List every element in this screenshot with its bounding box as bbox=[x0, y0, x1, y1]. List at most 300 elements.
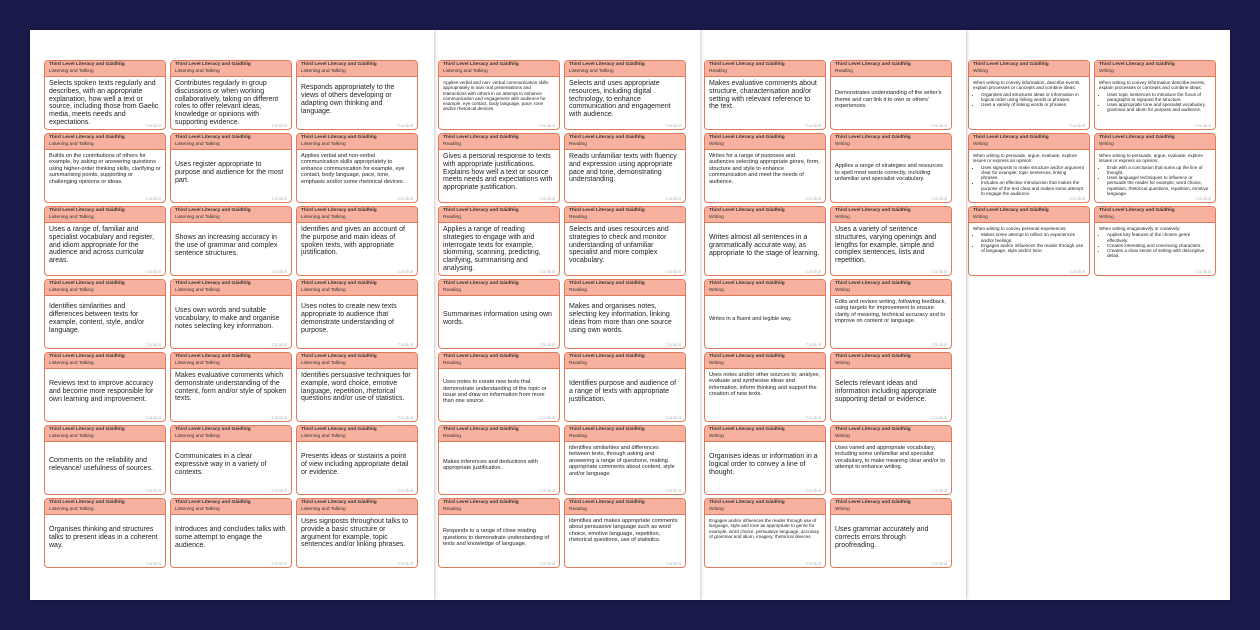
card-strand: Reading bbox=[569, 287, 587, 293]
card-body bbox=[171, 223, 291, 266]
brand-footer: Conduit bbox=[805, 561, 821, 566]
card-bullets bbox=[1099, 165, 1211, 197]
card-title: Third Level Literacy and Gàidhlig bbox=[49, 427, 125, 432]
card-header bbox=[831, 353, 951, 369]
card-text: Applies a range of reading strategies to engage with and interrogate texts for example, skimming, scanning, predicting, clarifying, summarising and analysing. bbox=[443, 226, 541, 272]
card-text: Makes and organises notes, selecting key information, linking ideas from more than one source using own words. bbox=[569, 303, 672, 334]
card-body bbox=[565, 515, 685, 544]
card-bullets bbox=[973, 165, 1085, 197]
brand-footer: Conduit bbox=[539, 415, 555, 420]
card-grid bbox=[438, 60, 686, 568]
card-bullets bbox=[1099, 92, 1211, 113]
card-strand: Reading bbox=[569, 141, 587, 147]
card-text: Selects spoken texts regularly and describes, with an appropriate explanation, how well a text or source, including those from Gaelic media, meets needs and expectations. bbox=[49, 80, 159, 126]
card-text: Organises thinking and structures talks to present ideas in a coherent way. bbox=[49, 526, 158, 549]
brand-footer: Conduit bbox=[539, 488, 555, 493]
card-bullet: • Includes an effective introduction that makes the purpose of the text clear and makes some attempt to engage the audience. bbox=[981, 180, 1085, 196]
brand-footer: Conduit bbox=[805, 415, 821, 420]
card-strand: Writing bbox=[835, 506, 850, 512]
card-header bbox=[297, 426, 417, 442]
brand-footer: Conduit bbox=[271, 415, 287, 420]
brand-footer: Conduit bbox=[805, 342, 821, 347]
card-title: Third Level Literacy and Gàidhlig bbox=[973, 208, 1049, 213]
card-header bbox=[831, 426, 951, 442]
card-title: Third Level Literacy and Gàidhlig bbox=[709, 500, 785, 505]
card-bullet: • Uses signposts to make structure and/or argument clear for example: topic sentences, linking phrases. bbox=[981, 165, 1085, 181]
card-strand: Reading bbox=[443, 506, 461, 512]
assessment-card bbox=[830, 498, 952, 568]
card-strand: Listening and Talking bbox=[443, 68, 488, 74]
card-title: Third Level Literacy and Gàidhlig bbox=[1099, 208, 1175, 213]
brand-footer: Conduit bbox=[665, 342, 681, 347]
card-body bbox=[171, 150, 291, 193]
card-text: Identifies persuasive techniques for example, word choice, emotive language, repetition, rhetorical questions and/or use of statistics. bbox=[301, 372, 411, 403]
assessment-card bbox=[968, 133, 1090, 203]
card-header bbox=[171, 207, 291, 223]
assessment-card bbox=[564, 425, 686, 495]
card-text: Responds to a range of close reading questions to demonstrate understanding of texts and knowledge of language. bbox=[443, 528, 550, 548]
card-bullet: • Uses language/ techniques to influence or persuade the reader for example, word choice, repetition, rhetorical questions, repetition, emotive language. bbox=[1107, 175, 1211, 196]
card-title: Third Level Literacy and Gàidhlig bbox=[1099, 135, 1175, 140]
card-title: Third Level Literacy and Gàidhlig bbox=[835, 281, 911, 286]
card-text: Applies verbal and non- verbal communication skills appropriately in own oral presentations and interactions with others in an attempt to enhance communication and engagement with audience for example, eye contact, body language, pace, tone and/or rhetorical devices. bbox=[443, 80, 549, 112]
brand-footer: Conduit bbox=[145, 342, 161, 347]
card-title: Third Level Literacy and Gàidhlig bbox=[709, 354, 785, 359]
brand-footer: Conduit bbox=[271, 488, 287, 493]
brand-footer: Conduit bbox=[665, 488, 681, 493]
card-text: Uses grammar accurately and corrects errors through proofreading. bbox=[835, 526, 929, 549]
card-text: Demonstrates understanding of the writer's theme and can link it to own or others' experiences. bbox=[835, 90, 942, 110]
assessment-card bbox=[44, 425, 166, 495]
card-strand: Writing bbox=[835, 360, 850, 366]
card-header bbox=[705, 426, 825, 442]
card-header bbox=[565, 134, 685, 150]
card-body bbox=[705, 515, 825, 539]
card-title: Third Level Literacy and Gàidhlig bbox=[49, 500, 125, 505]
card-title: Third Level Literacy and Gàidhlig bbox=[835, 500, 911, 505]
brand-footer: Conduit bbox=[397, 196, 413, 201]
card-body bbox=[171, 77, 291, 127]
card-title: Third Level Literacy and Gàidhlig bbox=[443, 62, 519, 67]
assessment-card bbox=[170, 133, 292, 203]
card-header bbox=[45, 499, 165, 515]
card-body bbox=[831, 296, 951, 325]
card-strand: Listening and Talking bbox=[49, 506, 94, 512]
card-header bbox=[171, 426, 291, 442]
card-text: When writing to persuade, argue, evaluate, explore issues or express an opinion: bbox=[973, 153, 1077, 164]
assessment-card bbox=[44, 352, 166, 422]
brand-footer: Conduit bbox=[1195, 123, 1211, 128]
card-body bbox=[45, 296, 165, 339]
card-text: Applies a range of strategies and resources to spell most words correctly, including unfamiliar and specialist vocabulary. bbox=[835, 163, 943, 183]
card-header bbox=[705, 207, 825, 223]
card-strand: Listening and Talking bbox=[301, 506, 346, 512]
brand-footer: Conduit bbox=[665, 415, 681, 420]
card-header bbox=[171, 499, 291, 515]
assessment-card bbox=[830, 133, 952, 203]
card-title: Third Level Literacy and Gàidhlig bbox=[569, 281, 645, 286]
assessment-card bbox=[170, 498, 292, 568]
card-body bbox=[171, 369, 291, 403]
card-header bbox=[831, 61, 951, 77]
brand-footer: Conduit bbox=[805, 196, 821, 201]
card-text: Reads unfamiliar texts with fluency and expression using appropriate pace and tone, demonstrating understanding. bbox=[569, 153, 677, 184]
card-title: Third Level Literacy and Gàidhlig bbox=[49, 281, 125, 286]
brand-footer: Conduit bbox=[397, 415, 413, 420]
card-header bbox=[565, 207, 685, 223]
card-text: Applies verbal and non-verbal communication skills appropriately to enhance communication for example, eye contact, body language, pace, tone, emphasis and/or some rhetorical devices. bbox=[301, 153, 405, 185]
assessment-card bbox=[170, 206, 292, 276]
assessment-card bbox=[564, 498, 686, 568]
card-body bbox=[45, 150, 165, 185]
card-body bbox=[171, 296, 291, 339]
card-title: Third Level Literacy and Gàidhlig bbox=[835, 135, 911, 140]
card-title: Third Level Literacy and Gàidhlig bbox=[49, 135, 125, 140]
card-strand: Listening and Talking bbox=[49, 433, 94, 439]
card-body bbox=[969, 223, 1089, 253]
card-strand: Reading bbox=[443, 214, 461, 220]
brand-footer: Conduit bbox=[397, 123, 413, 128]
card-strand: Listening and Talking bbox=[49, 68, 94, 74]
assessment-card bbox=[438, 133, 560, 203]
assessment-card bbox=[296, 279, 418, 349]
brand-footer: Conduit bbox=[931, 342, 947, 347]
card-text: Makes inferences and deductions with appropriate justification. bbox=[443, 458, 538, 471]
assessment-card bbox=[564, 60, 686, 130]
card-strand: Writing bbox=[973, 214, 988, 220]
card-header bbox=[1095, 207, 1215, 223]
card-title: Third Level Literacy and Gàidhlig bbox=[175, 427, 251, 432]
brand-footer: Conduit bbox=[931, 561, 947, 566]
card-header bbox=[171, 134, 291, 150]
card-body bbox=[439, 223, 559, 273]
card-header bbox=[831, 499, 951, 515]
card-text: Engages and/or influences the reader through use of language, style and tone as appropriate to genre for example, word choice, persuasive language, accuracy of grammar and idiom, imagery, rhetorical devices. bbox=[709, 518, 820, 539]
card-body bbox=[705, 442, 825, 485]
card-body bbox=[45, 223, 165, 265]
card-body bbox=[297, 223, 417, 257]
card-strand: Writing bbox=[1099, 141, 1114, 147]
card-text: Uses a range of, familiar and specialist vocabulary and register, and idiom appropriate for the audience and across curricular areas. bbox=[49, 226, 155, 265]
card-bullet: • Creates interesting and convincing characters. bbox=[1107, 243, 1211, 248]
assessment-card bbox=[1094, 133, 1216, 203]
card-body bbox=[565, 442, 685, 477]
assessment-card bbox=[296, 60, 418, 130]
card-title: Third Level Literacy and Gàidhlig bbox=[443, 208, 519, 213]
brand-footer: Conduit bbox=[271, 196, 287, 201]
card-title: Third Level Literacy and Gàidhlig bbox=[569, 62, 645, 67]
card-header bbox=[439, 280, 559, 296]
card-bullets bbox=[1099, 232, 1211, 258]
card-header bbox=[45, 134, 165, 150]
card-strand: Writing bbox=[973, 68, 988, 74]
card-strand: Writing bbox=[973, 141, 988, 147]
page-1 bbox=[30, 30, 434, 600]
card-strand: Writing bbox=[709, 214, 724, 220]
assessment-card bbox=[704, 425, 826, 495]
card-grid bbox=[968, 60, 1216, 568]
card-body bbox=[705, 296, 825, 339]
card-body bbox=[831, 77, 951, 120]
card-bullet: • Uses appropriate tone and specialist vocabulary, grammar and idiom for purpose and audience. bbox=[1107, 102, 1211, 113]
card-body bbox=[705, 150, 825, 185]
card-header bbox=[439, 499, 559, 515]
assessment-card bbox=[296, 352, 418, 422]
card-text: Comments on the reliability and relevance/ usefulness of sources. bbox=[49, 457, 153, 472]
card-text: Summarises information using own words. bbox=[443, 311, 552, 326]
card-bullet: • Makes some attempt to reflect on experiences and/or feelings. bbox=[981, 232, 1085, 243]
card-text: Reviews text to improve accuracy and become more responsible for own learning and improvement. bbox=[49, 380, 154, 403]
assessment-card bbox=[44, 498, 166, 568]
card-header bbox=[1095, 134, 1215, 150]
card-text: When writing to convey information describe events, explain processes or concepts and combine ideas: bbox=[1099, 80, 1206, 91]
card-title: Third Level Literacy and Gàidhlig bbox=[973, 135, 1049, 140]
card-body bbox=[297, 515, 417, 549]
card-body bbox=[171, 442, 291, 485]
card-strand: Listening and Talking bbox=[49, 214, 94, 220]
card-header bbox=[705, 134, 825, 150]
card-text: Gives a personal response to texts with appropriate justifications. Explains how well a text or source meets needs and expectations with appropriate justification. bbox=[443, 153, 553, 192]
card-strand: Listening and Talking bbox=[569, 68, 614, 74]
card-header bbox=[45, 426, 165, 442]
card-header bbox=[705, 353, 825, 369]
card-header bbox=[297, 499, 417, 515]
brand-footer: Conduit bbox=[397, 342, 413, 347]
card-title: Third Level Literacy and Gàidhlig bbox=[443, 354, 519, 359]
card-text: Identifies similarities and differences between texts for example, content, style, and/or language. bbox=[49, 303, 145, 334]
card-strand: Listening and Talking bbox=[301, 141, 346, 147]
assessment-card bbox=[704, 498, 826, 568]
card-strand: Writing bbox=[835, 433, 850, 439]
card-body bbox=[171, 515, 291, 558]
card-header bbox=[171, 353, 291, 369]
card-bullets bbox=[973, 92, 1085, 108]
brand-footer: Conduit bbox=[1195, 196, 1211, 201]
card-text: Uses notes and/or other sources to; analyse, evaluate and synthesise ideas and information, inform thinking and support the creation of new texts. bbox=[709, 372, 821, 398]
assessment-card bbox=[1094, 206, 1216, 276]
card-title: Third Level Literacy and Gàidhlig bbox=[175, 62, 251, 67]
assessment-card bbox=[830, 60, 952, 130]
assessment-card bbox=[438, 279, 560, 349]
card-title: Third Level Literacy and Gàidhlig bbox=[569, 500, 645, 505]
assessment-card bbox=[968, 60, 1090, 130]
card-header bbox=[831, 134, 951, 150]
card-title: Third Level Literacy and Gàidhlig bbox=[569, 135, 645, 140]
brand-footer: Conduit bbox=[931, 196, 947, 201]
page-3 bbox=[700, 30, 966, 600]
card-title: Third Level Literacy and Gàidhlig bbox=[49, 62, 125, 67]
card-header bbox=[831, 280, 951, 296]
card-title: Third Level Literacy and Gàidhlig bbox=[709, 135, 785, 140]
card-body bbox=[565, 77, 685, 119]
brand-footer: Conduit bbox=[539, 269, 555, 274]
card-text: Makes evaluative comments which demonstrate understanding of the content, form and/or style of spoken texts. bbox=[175, 372, 287, 403]
card-strand: Listening and Talking bbox=[175, 214, 220, 220]
card-text: Communicates in a clear expressive way in a variety of contexts. bbox=[175, 453, 267, 476]
card-strand: Reading bbox=[443, 287, 461, 293]
card-body bbox=[45, 77, 165, 127]
card-body bbox=[705, 77, 825, 111]
card-strand: Writing bbox=[709, 506, 724, 512]
card-title: Third Level Literacy and Gàidhlig bbox=[569, 354, 645, 359]
card-body bbox=[1095, 150, 1215, 196]
brand-footer: Conduit bbox=[271, 269, 287, 274]
card-header bbox=[565, 426, 685, 442]
card-text: Uses notes to create new texts appropriate to audience that demonstrate understanding of purpose. bbox=[301, 303, 397, 334]
card-title: Third Level Literacy and Gàidhlig bbox=[49, 208, 125, 213]
assessment-card bbox=[830, 206, 952, 276]
card-body bbox=[831, 369, 951, 412]
card-bullet: • Creates a clear sense of setting with descriptive detail. bbox=[1107, 248, 1211, 259]
card-title: Third Level Literacy and Gàidhlig bbox=[49, 354, 125, 359]
card-strand: Reading bbox=[569, 433, 587, 439]
brand-footer: Conduit bbox=[271, 561, 287, 566]
card-header bbox=[439, 207, 559, 223]
card-text: Builds on the contributions of others for example, by asking or answering questions using higher-order thinking skills, clarifying or summarising points, supporting or challenging opinions or ideas. bbox=[49, 153, 161, 185]
card-text: Makes evaluative comments about structure, characterisation and/or setting with relevant reference to the text. bbox=[709, 80, 817, 111]
card-body bbox=[565, 150, 685, 184]
brand-footer: Conduit bbox=[805, 488, 821, 493]
card-header bbox=[969, 61, 1089, 77]
brand-footer: Conduit bbox=[271, 342, 287, 347]
brand-footer: Conduit bbox=[539, 342, 555, 347]
card-header bbox=[45, 207, 165, 223]
card-header bbox=[297, 280, 417, 296]
card-grid bbox=[44, 60, 418, 568]
card-text: When writing to convey information, describe events, explain processes or concepts and combine ideas: bbox=[973, 80, 1081, 91]
card-body bbox=[439, 515, 559, 558]
assessment-card bbox=[296, 133, 418, 203]
brand-footer: Conduit bbox=[539, 123, 555, 128]
assessment-card bbox=[44, 60, 166, 130]
assessment-card bbox=[170, 425, 292, 495]
card-header bbox=[705, 61, 825, 77]
brand-footer: Conduit bbox=[397, 488, 413, 493]
card-body bbox=[439, 296, 559, 339]
card-body bbox=[439, 150, 559, 192]
card-header bbox=[45, 280, 165, 296]
assessment-card bbox=[564, 133, 686, 203]
card-title: Third Level Literacy and Gàidhlig bbox=[709, 281, 785, 286]
assessment-card bbox=[704, 279, 826, 349]
card-text: Shows an increasing accuracy in the use of grammar and complex sentence structures. bbox=[175, 234, 278, 257]
card-title: Third Level Literacy and Gàidhlig bbox=[175, 354, 251, 359]
card-strand: Listening and Talking bbox=[49, 287, 94, 293]
card-strand: Listening and Talking bbox=[301, 360, 346, 366]
card-header bbox=[171, 280, 291, 296]
brand-footer: Conduit bbox=[397, 561, 413, 566]
assessment-card bbox=[44, 279, 166, 349]
card-bullet: • Applies key features of the chosen genre effectively. bbox=[1107, 232, 1211, 243]
card-title: Third Level Literacy and Gàidhlig bbox=[569, 427, 645, 432]
brand-footer: Conduit bbox=[539, 561, 555, 566]
card-text: Uses varied and appropriate vocabulary, including some unfamiliar and specialist vocabulary, to make meaning clear and/or to attempt to enhance writing. bbox=[835, 445, 945, 471]
assessment-card bbox=[44, 133, 166, 203]
card-header bbox=[831, 207, 951, 223]
brand-footer: Conduit bbox=[145, 415, 161, 420]
card-bullet: • Ends with a conclusion that sums up the line of thought. bbox=[1107, 165, 1211, 176]
card-body bbox=[297, 77, 417, 120]
card-title: Third Level Literacy and Gàidhlig bbox=[301, 281, 377, 286]
card-strand: Reading bbox=[569, 360, 587, 366]
brand-footer: Conduit bbox=[145, 561, 161, 566]
card-text: Presents ideas or sustains a point of view including appropriate detail or evidence. bbox=[301, 453, 409, 476]
card-strand: Writing bbox=[709, 360, 724, 366]
card-body bbox=[297, 150, 417, 185]
card-text: Identifies purpose and audience of a range of texts with appropriate justification. bbox=[569, 380, 677, 403]
card-header bbox=[439, 134, 559, 150]
card-text: Identifies and gives an account of the purpose and main ideas of spoken texts, with appropriate justification. bbox=[301, 226, 405, 257]
assessment-card bbox=[438, 352, 560, 422]
card-text: Writes almost all sentences in a grammatically accurate way, as appropriate to the stage of learning. bbox=[709, 234, 820, 257]
assessment-card bbox=[170, 279, 292, 349]
card-title: Third Level Literacy and Gàidhlig bbox=[301, 500, 377, 505]
card-body bbox=[439, 442, 559, 485]
card-body bbox=[565, 369, 685, 412]
assessment-card bbox=[704, 206, 826, 276]
card-body bbox=[565, 296, 685, 339]
assessment-card bbox=[564, 352, 686, 422]
card-strand: Reading bbox=[569, 214, 587, 220]
brand-footer: Conduit bbox=[145, 488, 161, 493]
card-title: Third Level Literacy and Gàidhlig bbox=[835, 62, 911, 67]
card-header bbox=[45, 353, 165, 369]
card-title: Third Level Literacy and Gàidhlig bbox=[175, 135, 251, 140]
card-body bbox=[565, 223, 685, 265]
card-body bbox=[831, 150, 951, 193]
card-strand: Listening and Talking bbox=[49, 360, 94, 366]
brand-footer: Conduit bbox=[805, 123, 821, 128]
card-text: Selects relevant ideas and information including appropriate supporting detail or evidence. bbox=[835, 380, 937, 403]
assessment-card bbox=[1094, 60, 1216, 130]
card-body bbox=[45, 515, 165, 558]
card-body bbox=[705, 223, 825, 266]
brand-footer: Conduit bbox=[931, 415, 947, 420]
assessment-card bbox=[830, 352, 952, 422]
card-title: Third Level Literacy and Gàidhlig bbox=[569, 208, 645, 213]
card-header bbox=[1095, 61, 1215, 77]
assessment-card bbox=[704, 60, 826, 130]
card-strand: Listening and Talking bbox=[175, 141, 220, 147]
brand-footer: Conduit bbox=[1069, 269, 1085, 274]
card-bullet: • Engages and/or influences the reader through use of language, style and/or tone. bbox=[981, 243, 1085, 254]
card-header bbox=[565, 499, 685, 515]
card-header bbox=[705, 499, 825, 515]
card-title: Third Level Literacy and Gàidhlig bbox=[175, 500, 251, 505]
brand-footer: Conduit bbox=[539, 196, 555, 201]
assessment-card bbox=[438, 60, 560, 130]
assessment-card bbox=[704, 352, 826, 422]
card-bullet: • Uses a variety of linking words or phrases. bbox=[981, 102, 1085, 107]
card-header bbox=[297, 353, 417, 369]
card-body bbox=[831, 223, 951, 265]
card-strand: Reading bbox=[709, 68, 727, 74]
card-strand: Writing bbox=[1099, 68, 1114, 74]
card-grid bbox=[704, 60, 952, 568]
card-body bbox=[439, 369, 559, 412]
card-strand: Listening and Talking bbox=[175, 287, 220, 293]
card-title: Third Level Literacy and Gàidhlig bbox=[709, 62, 785, 67]
card-body bbox=[705, 369, 825, 398]
card-text: Writes for a range of purposes and audiences selecting appropriate genre, form, structure and style to enhance communication and meet the needs of audience. bbox=[709, 153, 820, 185]
card-strand: Listening and Talking bbox=[175, 433, 220, 439]
card-header bbox=[705, 280, 825, 296]
card-header bbox=[969, 207, 1089, 223]
card-header bbox=[297, 207, 417, 223]
card-title: Third Level Literacy and Gàidhlig bbox=[301, 354, 377, 359]
card-text: Edits and revises writing, following feedback, using targets for improvement to ensure clarity of meaning, technical accuracy and to improve on content or language. bbox=[835, 299, 946, 325]
card-title: Third Level Literacy and Gàidhlig bbox=[301, 62, 377, 67]
